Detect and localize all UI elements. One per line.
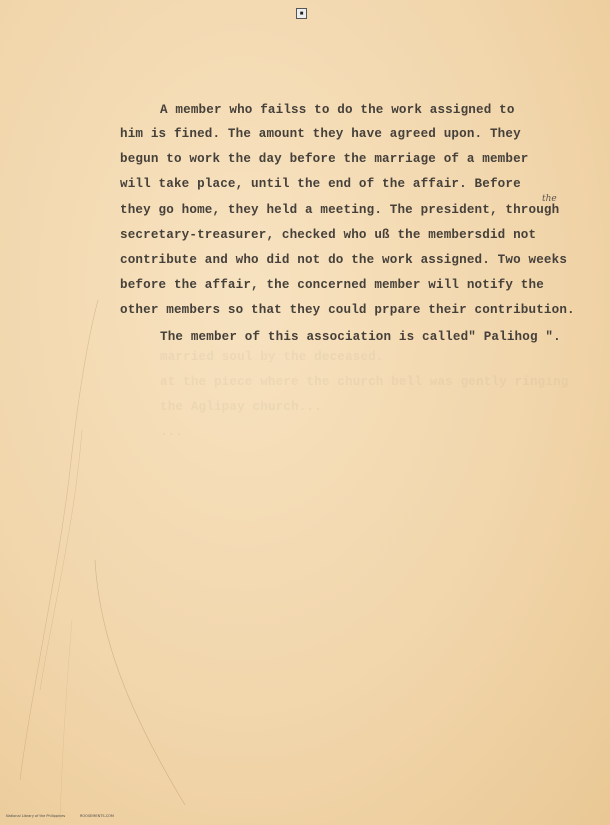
paragraph-line: him is fined. The amount they have agreed upon. They (120, 127, 521, 141)
paragraph-line: begun to work the day before the marriage of a member (120, 152, 529, 166)
paragraph-line: before the affair, the concerned member will notify the (120, 278, 544, 292)
paragraph-line: A member who failss to do the work assigned to (160, 103, 515, 117)
paragraph-line: will take place, until the end of the affair. Before (120, 177, 521, 191)
ghost-line: at the piece where the church bell was gently ringing (160, 375, 569, 389)
ghost-line: married soul by the deceased. (160, 350, 384, 364)
handwritten-insertion: the (542, 194, 557, 204)
ghost-line: the Aglipay church... (160, 400, 322, 414)
page-marker: ■ (296, 8, 307, 19)
paragraph-line: The member of this association is called" Palihog ". (160, 330, 561, 344)
paragraph-line: other members so that they could prpare their contribution. (120, 303, 575, 317)
paragraph-line: secretary-treasurer, checked who uß the membersdid not (120, 228, 537, 242)
footer-left: National Library of the Philippines (6, 814, 66, 818)
ghost-line: ... (160, 425, 184, 439)
footer-right: ROOSEMENTS.COM (80, 814, 114, 818)
paragraph-line: they go home, they held a meeting. The president, through (120, 203, 560, 217)
paragraph-line: contribute and who did not do the work assigned. Two weeks (120, 253, 568, 267)
